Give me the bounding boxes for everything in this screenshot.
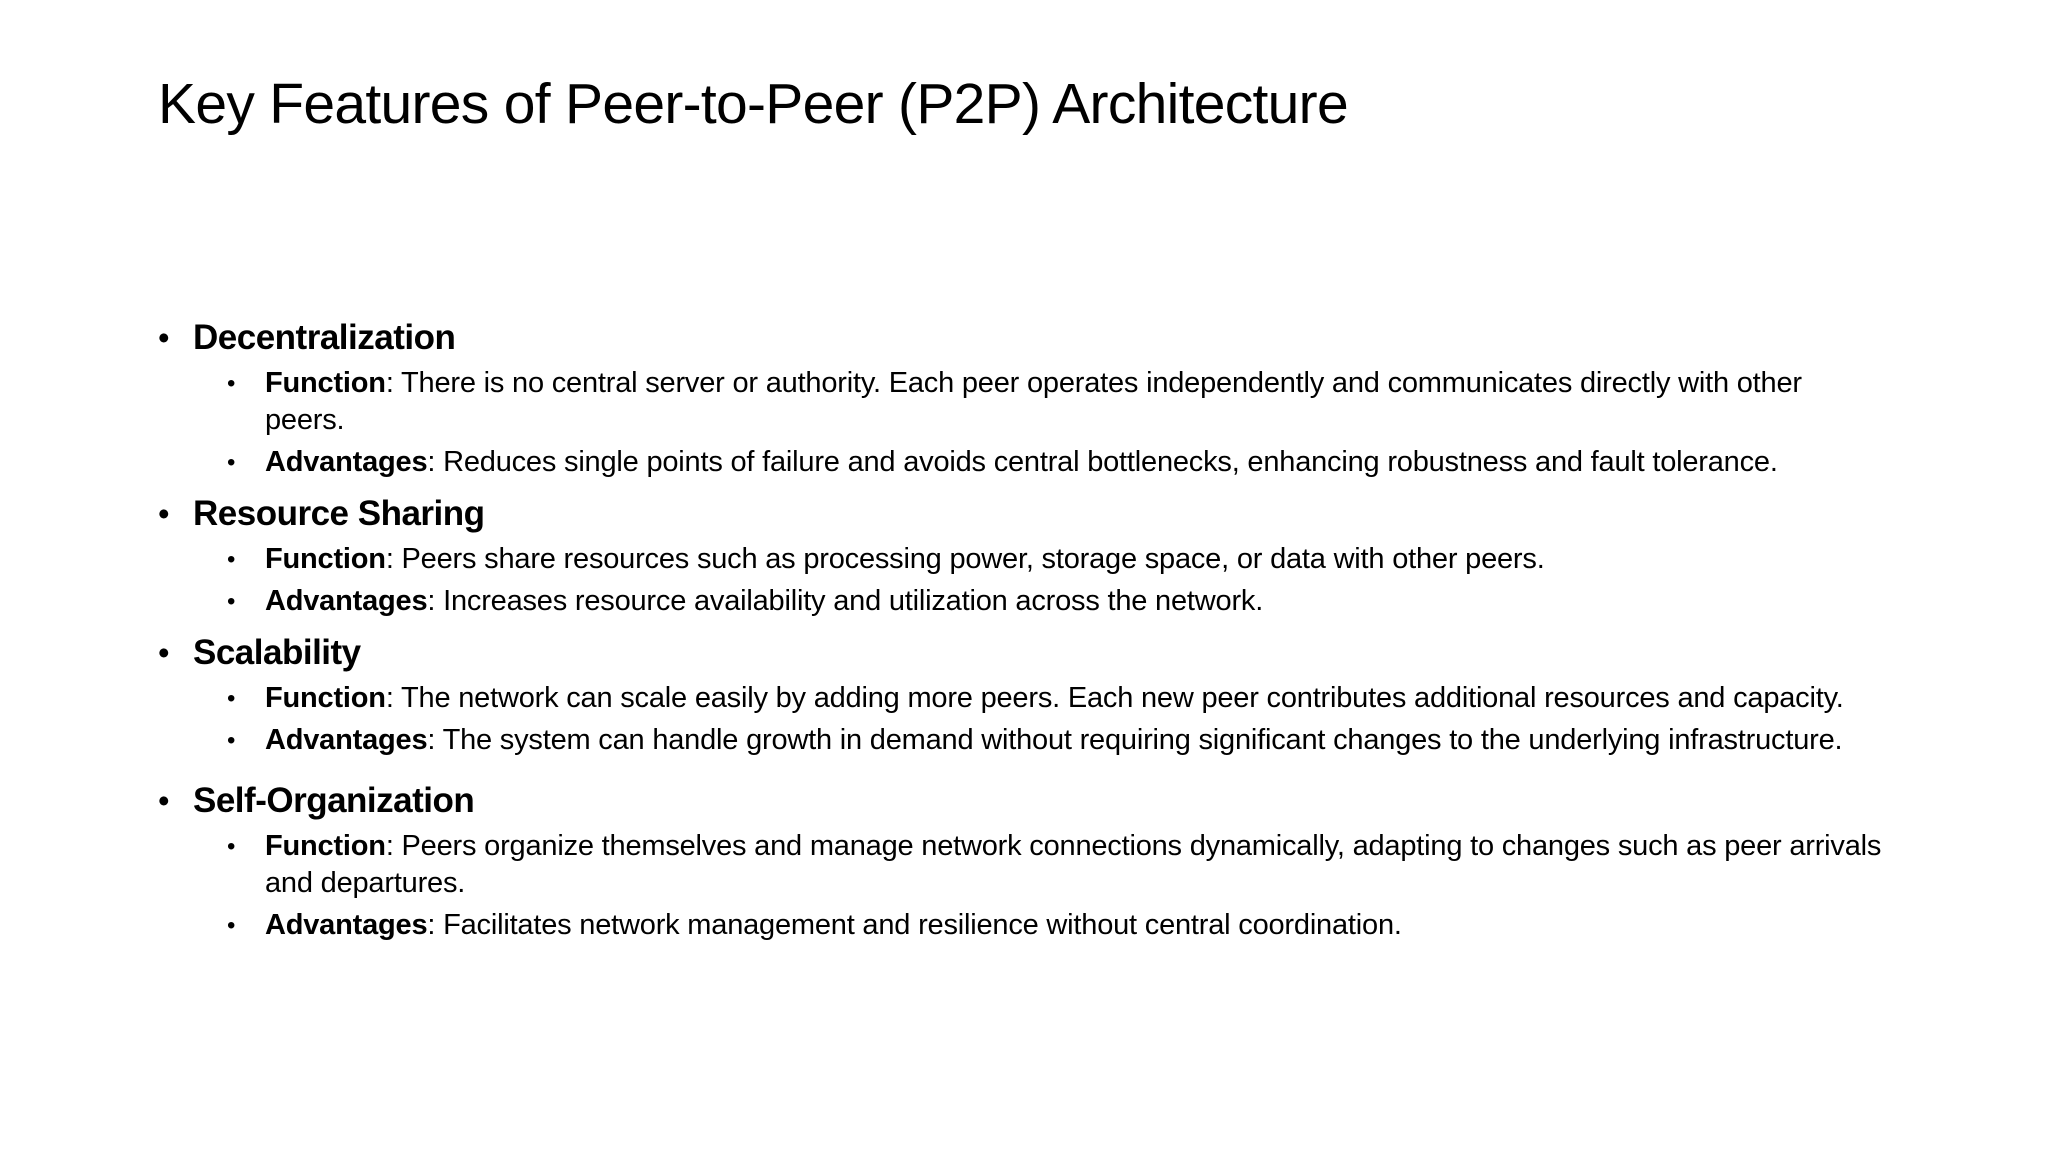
slide-content: [158, 310, 1918, 944]
bullet-icon: •: [158, 634, 170, 671]
detail-text: : There is no central server or authority. Each peer operates independently and communicates directly with other peers.: [265, 367, 1802, 436]
bullet-icon: •: [227, 727, 236, 754]
bullet-icon: •: [227, 685, 236, 712]
feature-decentralization: [158, 310, 1918, 481]
feature-scalability: [158, 625, 1918, 759]
detail-label: Function: [265, 682, 386, 714]
feature-details: [193, 828, 1918, 944]
bullet-icon: •: [158, 495, 170, 532]
bullet-icon: •: [227, 449, 236, 476]
bullet-icon: •: [158, 319, 170, 356]
feature-heading: Resource Sharing: [193, 494, 485, 533]
detail-text: : Facilitates network management and resilience without central coordination.: [427, 909, 1402, 941]
detail-advantages: [227, 444, 1885, 481]
detail-function: [227, 541, 1885, 578]
detail-text: : Peers share resources such as processing power, storage space, or data with other peers.: [385, 543, 1545, 575]
detail-advantages: [227, 722, 1885, 759]
feature-resource-sharing: [158, 486, 1918, 620]
detail-text: : The network can scale easily by adding more peers. Each new peer contributes additional resources and capacity.: [385, 682, 1844, 714]
detail-text: : Peers organize themselves and manage network connections dynamically, adapting to changes such as peer arrivals and departures.: [265, 830, 1882, 899]
detail-label: Advantages: [265, 446, 428, 478]
detail-text: : Increases resource availability and utilization across the network.: [427, 585, 1264, 617]
detail-label: Advantages: [265, 724, 428, 756]
detail-label: Function: [265, 543, 386, 575]
bullet-icon: •: [227, 588, 236, 615]
detail-function: [227, 680, 1885, 717]
feature-details: [193, 365, 1918, 481]
detail-label: Function: [265, 367, 386, 399]
bullet-icon: •: [227, 546, 236, 573]
feature-details: [193, 541, 1918, 620]
feature-heading: Scalability: [193, 633, 361, 672]
feature-list: [158, 310, 1918, 944]
detail-advantages: [227, 583, 1885, 620]
detail-label: Advantages: [265, 909, 428, 941]
bullet-icon: •: [227, 912, 236, 939]
bullet-icon: •: [158, 782, 170, 819]
detail-function: [227, 365, 1885, 439]
detail-advantages: [227, 907, 1885, 944]
detail-text: : The system can handle growth in demand without requiring significant changes to the underlying infrastructure.: [427, 724, 1843, 756]
feature-details: [193, 680, 1918, 759]
bullet-icon: •: [227, 370, 236, 397]
detail-label: Advantages: [265, 585, 428, 617]
detail-text: : Reduces single points of failure and avoids central bottlenecks, enhancing robustness and fault tolerance.: [427, 446, 1778, 478]
feature-heading: Decentralization: [193, 318, 456, 357]
feature-self-organization: [158, 773, 1918, 944]
slide-title: Key Features of Peer-to-Peer (P2P) Architecture: [158, 72, 1348, 136]
detail-label: Function: [265, 830, 386, 862]
detail-function: [227, 828, 1885, 902]
bullet-icon: •: [227, 833, 236, 860]
feature-heading: Self-Organization: [193, 781, 475, 820]
